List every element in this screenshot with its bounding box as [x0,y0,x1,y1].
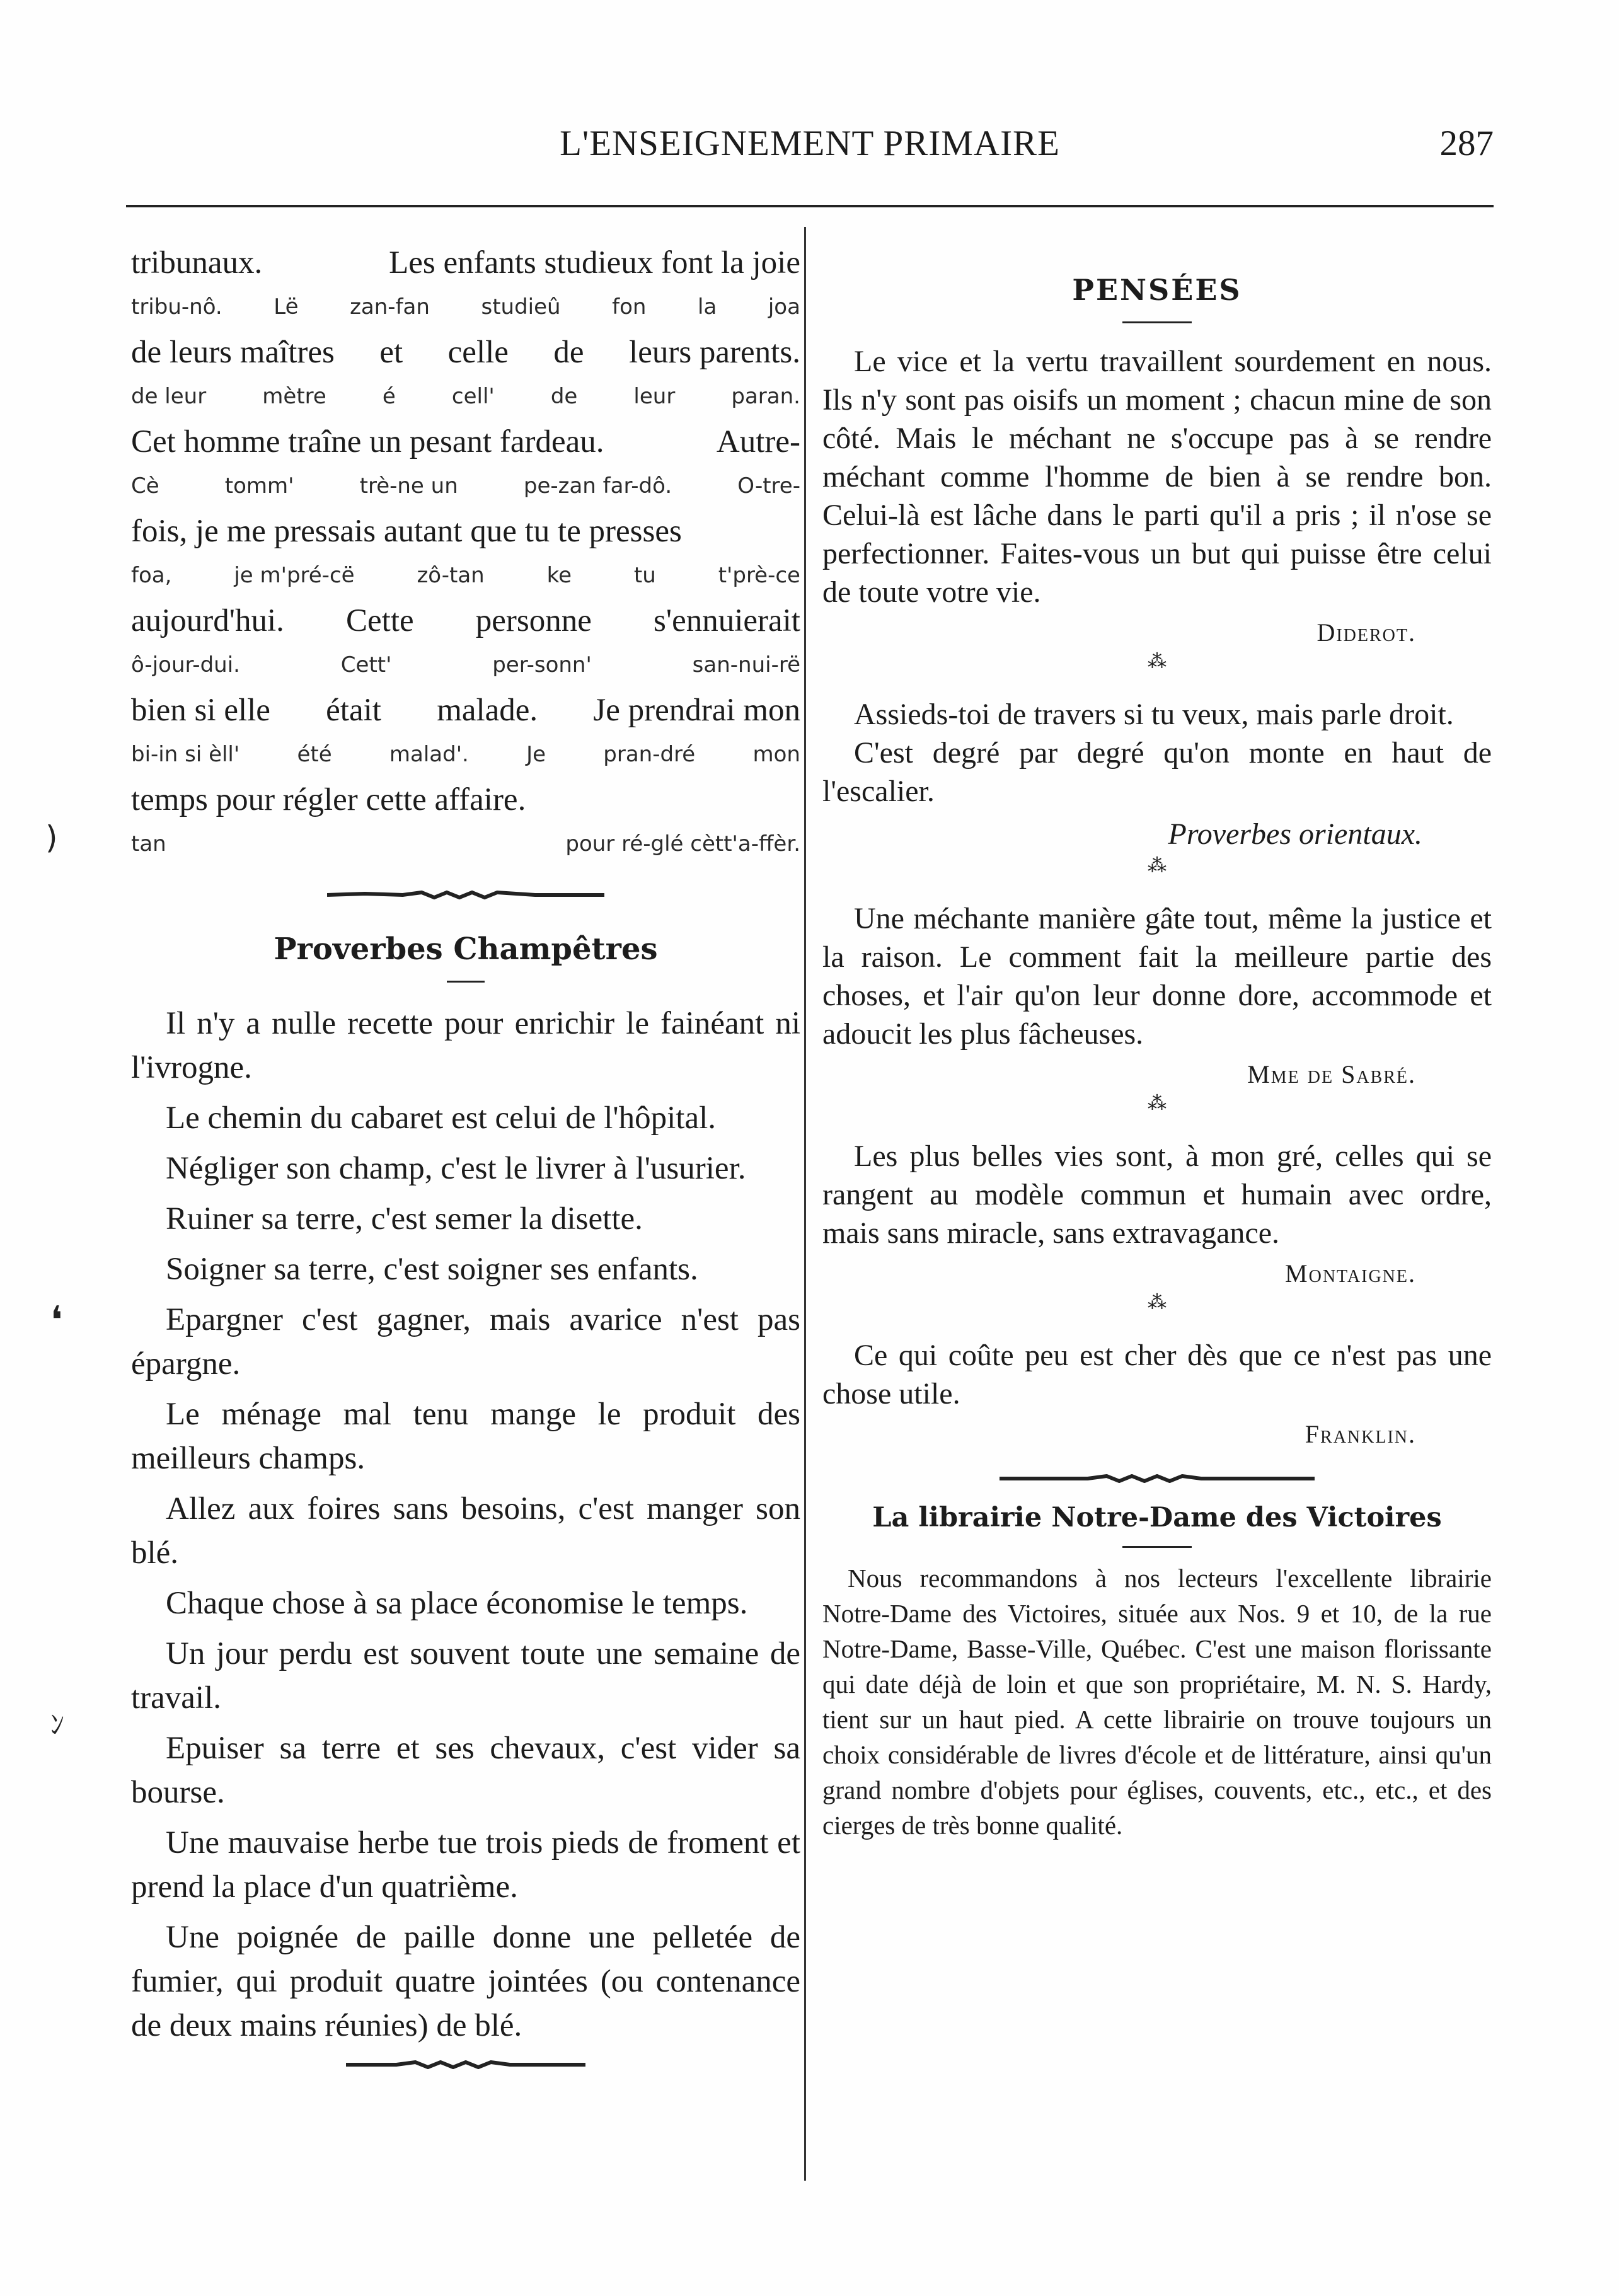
word: pran-dré [603,742,696,767]
word: de [553,335,584,370]
section-ornament [131,2060,800,2069]
word: celle [447,335,509,370]
thought-author: Diderot. [1317,618,1416,647]
heading-dash [447,981,485,983]
word: zô-tan [417,563,485,588]
word: bi-in si èll' [131,742,240,767]
word: tribu-nô. [131,294,222,320]
proverb: Il n'y a nulle recette pour enrichir le fainéant ni l'ivrogne. [131,1006,800,1085]
word: temps pour régler cette affaire. [131,782,526,817]
pronunciation-line [131,286,800,329]
thought-paragraph: Une méchante manière gâte tout, même la justice et la raison. Le comment fait la meilleure partie des choses, et l'air qu'on leur donne dore, accommode et adoucit les plus fâcheuses. [822,902,1492,1051]
pensees-heading: PENSÉES [1072,273,1242,307]
proverb: Négliger son champ, c'est le livrer à l'usurier. [166,1151,746,1186]
word: fois, je me pressais autant que tu te presses [131,514,682,549]
word: zan-fan [350,294,430,320]
word: studieû [481,294,561,320]
word: pour ré-glé cètt'a-ffèr. [565,831,800,857]
word: cell' [451,384,495,409]
proverb: Soigner sa terre, c'est soigner ses enfants. [166,1252,698,1287]
thought-author: Montaigne. [1285,1259,1416,1288]
word: de leur [131,384,207,409]
proverb: Le ménage mal tenu mange le produit des meilleurs champs. [131,1397,800,1476]
column-divider [804,227,806,2181]
proverb: Le chemin du cabaret est celui de l'hôpital. [166,1100,717,1136]
word: tomm' [224,473,294,499]
word: tribunaux. [131,245,263,280]
pronunciation-line [131,734,800,776]
word: s'ennuierait [654,603,800,638]
word: mon [752,742,800,767]
word: tu [633,563,656,588]
asterism: ⁂ [1148,855,1167,877]
asterism: ⁂ [1148,650,1167,672]
proverb: Une mauvaise herbe tue trois pieds de froment et prend la place d'un quatrième. [131,1825,800,1905]
header-rule [126,205,1494,207]
word: per-sonn' [492,652,592,678]
reading-exercise [131,239,800,866]
word: et [379,335,403,370]
text-line [131,776,800,823]
pronunciation-line [131,823,800,866]
thought-author: Franklin. [1305,1420,1416,1448]
word: bien si elle [131,693,270,728]
word: leurs parents. [629,335,800,370]
proverbs-heading: Proverbes Champêtres [274,932,658,967]
word: Cè [131,473,159,499]
word: je m'pré-cë [234,563,355,588]
word: fon [612,294,647,320]
proverb: Epargner c'est gagner, mais avarice n'est pas épargne. [131,1302,800,1382]
word: pe-zan far-dô. [523,473,672,499]
word: Les enfants studieux font la joie [389,245,800,280]
word: leur [633,384,676,409]
word: ô-jour-dui. [131,652,240,678]
left-column [131,239,800,2093]
word: é [382,384,396,409]
library-notice: Nous recommandons à nos lecteurs l'excellente librairie Notre-Dame des Victoires, située aux Nos. 9 et 10, de la rue Notre-Dame, Basse-Ville, Québec. C'est une maison florissante qui date déjà de loin et que son propriétaire, M. N. S. Hardy, tient sur un haut pied. A cette librairie on trouve toujours un choix considérable de livres d'école et de littérature, ainsi qu'un grand nombre d'objets pour églises, couvents, etc., etc., et des cierges de très bonne qualité. [822,1564,1492,1840]
word: O-tre- [737,473,800,499]
word: ke [546,563,572,588]
word: Autre- [716,424,800,459]
word: malad'. [389,742,469,767]
margin-mark: ❛ [50,1298,63,1342]
word: était [326,693,381,728]
word: Cet homme traîne un pesant fardeau. [131,424,604,459]
word: Cett' [340,652,392,678]
library-heading: La librairie Notre-Dame des Victoires [872,1502,1442,1533]
word: Lë [274,294,299,320]
thought-paragraph: Assieds-toi de travers si tu veux, mais parle droit. [854,698,1454,731]
heading-dash [1122,1546,1192,1548]
proverb: Chaque chose à sa place économise le temps. [166,1586,748,1621]
thought-paragraph: Le vice et la vertu travaillent sourdement en nous. Ils n'y sont pas oisifs un moment ; chacun mine de son côté. Mais le méchant ne s'occupe pas à se rendre méchant comme l'homme de bien à se rendre bon. Celui-là est lâche dans le parti qu'il a pris ; il n'ose se perfectionner. Faites-vous un but qui puisse être celui de toute votre vie. [822,345,1492,609]
pronunciation-line [131,465,800,508]
word: aujourd'hui. [131,603,284,638]
word: trè-ne un [359,473,458,499]
text-line [131,329,800,376]
proverb: Un jour perdu est souvent toute une semaine de travail. [131,1636,800,1716]
word: Je [526,742,546,767]
word: de leurs maîtres [131,335,335,370]
running-header [126,123,1494,173]
word: été [297,742,332,767]
heading-dash [1122,321,1192,323]
proverb: Ruiner sa terre, c'est semer la disette. [166,1201,643,1237]
asterism: ⁂ [1148,1092,1167,1114]
thought-author: Proverbes orientaux. [1168,817,1422,851]
pronunciation-line [131,555,800,597]
thought-paragraph: Les plus belles vies sont, à mon gré, celles qui se rangent au modèle commun et humain avec ordre, mais sans miracle, sans extravagance. [822,1139,1492,1250]
proverb: Une poignée de paille donne une pelletée de fumier, qui produit quatre jointées (ou contenance de deux mains réunies) de blé. [131,1920,800,2043]
text-line [131,239,800,286]
word: de [550,384,578,409]
word: la [698,294,717,320]
word: foa, [131,563,172,588]
asterism: ⁂ [1148,1291,1167,1313]
word: mètre [262,384,326,409]
proverbs-list [131,1001,800,2048]
word: Je prendrai mon [593,693,800,728]
margin-mark: ) [45,819,58,856]
proverb: Allez aux foires sans besoins, c'est manger son blé. [131,1491,800,1571]
section-ornament [822,1474,1492,1483]
text-line [131,597,800,644]
pronunciation-line [131,644,800,687]
thought-paragraph: Ce qui coûte peu est cher dès que ce n'est pas une chose utile. [822,1339,1492,1410]
pronunciation-line [131,376,800,418]
page-number: 287 [1439,124,1494,163]
margin-mark: ﾝ [50,1709,64,1741]
journal-title: L'ENSEIGNEMENT PRIMAIRE [560,124,1060,163]
word: Cette [346,603,414,638]
text-line [131,418,800,465]
text-line [131,508,800,555]
word: tan [131,831,166,857]
word: paran. [731,384,800,409]
thought-paragraph: C'est degré par degré qu'on monte en haut de l'escalier. [822,736,1492,808]
text-line [131,687,800,734]
word: joa [768,294,800,320]
proverb: Epuiser sa terre et ses chevaux, c'est vider sa bourse. [131,1731,800,1810]
right-column [822,239,1492,1843]
section-ornament [131,890,800,900]
word: san-nui-rë [692,652,800,678]
word: malade. [437,693,538,728]
thoughts-list [822,342,1492,1449]
thought-author: Mme de Sabré. [1247,1060,1416,1088]
word: personne [475,603,592,638]
word: t'prè-ce [718,563,800,588]
